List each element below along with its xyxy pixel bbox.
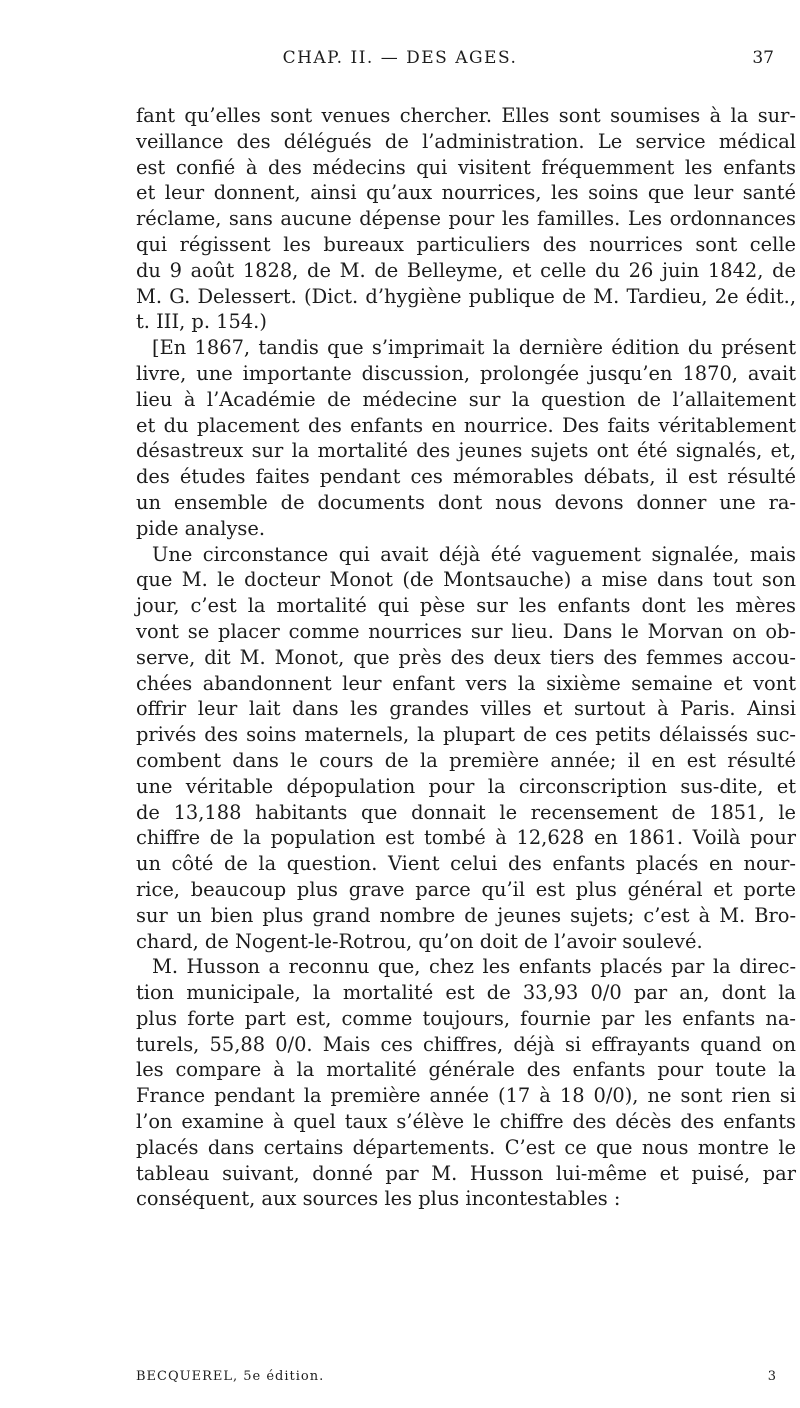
text-line: qui régissent les bureaux particuliers des nourrices sont celle [136,232,796,256]
text-line: sur un bien plus grand nombre de jeunes sujets; c’est à M. Bro- [136,903,796,927]
text-line: du 9 août 1828, de M. de Belleyme, et celle du 26 juin 1842, de [136,258,796,282]
text-line: rice, beaucoup plus grave parce qu’il est plus général et porte [136,877,796,901]
page-header [0,48,800,78]
text-line: placés dans certains départements. C’est ce que nous montre le [136,1135,796,1159]
page-number: 37 [752,48,774,68]
text-line: t. III, p. 154.) [136,310,267,334]
text-line: France pendant la première année (17 à 18 0/0), ne sont rien si [136,1084,796,1108]
text-line: livre, une importante discussion, prolongée jusqu’en 1870, avait [136,361,796,385]
body-text [136,103,796,1212]
text-line: plus forte part est, comme toujours, fournie par les enfants na- [136,1006,796,1030]
text-line: et du placement des enfants en nourrice. Des faits véritablement [136,413,796,437]
text-line: désastreux sur la mortalité des jeunes sujets ont été signalés, et, [136,439,796,463]
text-line: privés des soins maternels, la plupart de ces petits délaissés suc- [136,723,796,747]
text-line: [En 1867, tandis que s’imprimait la dernière édition du présent [152,336,796,360]
text-line: conséquent, aux sources les plus incontestables : [136,1187,621,1211]
text-line: chées abandonnent leur enfant vers la sixième semaine et vont [136,671,796,695]
printer-signature: BECQUEREL, 5e édition. [136,1369,325,1384]
text-line: M. G. Delessert. (Dict. d’hygiène publique de M. Tardieu, 2e édit., [136,284,796,308]
text-line: lieu à l’Académie de médecine sur la question de l’allaitement [136,387,796,411]
text-line: vont se placer comme nourrices sur lieu. Dans le Morvan on ob- [136,619,796,643]
text-line: offrir leur lait dans les grandes villes et surtout à Paris. Ainsi [136,697,796,721]
text-line: et leur donnent, ainsi qu’aux nourrices, les soins que leur santé [136,181,796,205]
text-line: un côté de la question. Vient celui des enfants placés en nour- [136,852,796,876]
text-line: fant qu’elles sont venues chercher. Elles sont soumises à la sur- [136,104,796,127]
running-head: CHAP. II. — DES AGES. [282,48,518,68]
signature-mark: 3 [767,1369,776,1384]
text-line: chard, de Nogent-le-Rotrou, qu’on doit de l’avoir soulevé. [136,929,703,953]
text-line: de 13,188 habitants que donnait le recensement de 1851, le [136,800,796,824]
text-line: les compare à la mortalité générale des enfants pour toute la [136,1058,796,1082]
text-line: Une circonstance qui avait déjà été vaguement signalée, mais [152,542,796,566]
text-line: veillance des délégués de l’administration. Le service médical [136,129,796,153]
text-line: combent dans le cours de la première année; il en est résulté [136,748,796,772]
text-line: une véritable dépopulation pour la circonscription sus-dite, et [136,774,796,798]
text-line: M. Husson a reconnu que, chez les enfants placés par la direc- [152,955,796,979]
text-line: jour, c’est la mortalité qui pèse sur les enfants dont les mères [136,594,796,618]
text-line: pide analyse. [136,516,266,540]
text-line: l’on examine à quel taux s’élève le chiffre des décès des enfants [136,1110,796,1134]
text-line: chiffre de la population est tombé à 12,628 en 1861. Voilà pour [136,826,796,850]
text-line: des études faites pendant ces mémorables débats, il est résulté [136,465,796,489]
page-footer [136,1369,796,1393]
text-line: turels, 55,88 0/0. Mais ces chiffres, déjà si effrayants quand on [136,1032,796,1056]
text-line: réclame, sans aucune dépense pour les familles. Les ordonnances [136,207,796,231]
text-line: serve, dit M. Monot, que près des deux tiers des femmes accou- [136,645,796,669]
text-line: tableau suivant, donné par M. Husson lui-même et puisé, par [136,1161,796,1185]
text-line: tion municipale, la mortalité est de 33,93 0/0 par an, dont la [136,981,796,1005]
text-line: un ensemble de documents dont nous devons donner une ra- [136,490,796,514]
text-line: est confié à des médecins qui visitent fréquemment les enfants [136,155,796,179]
text-line: que M. le docteur Monot (de Montsauche) a mise dans tout son [136,568,796,592]
